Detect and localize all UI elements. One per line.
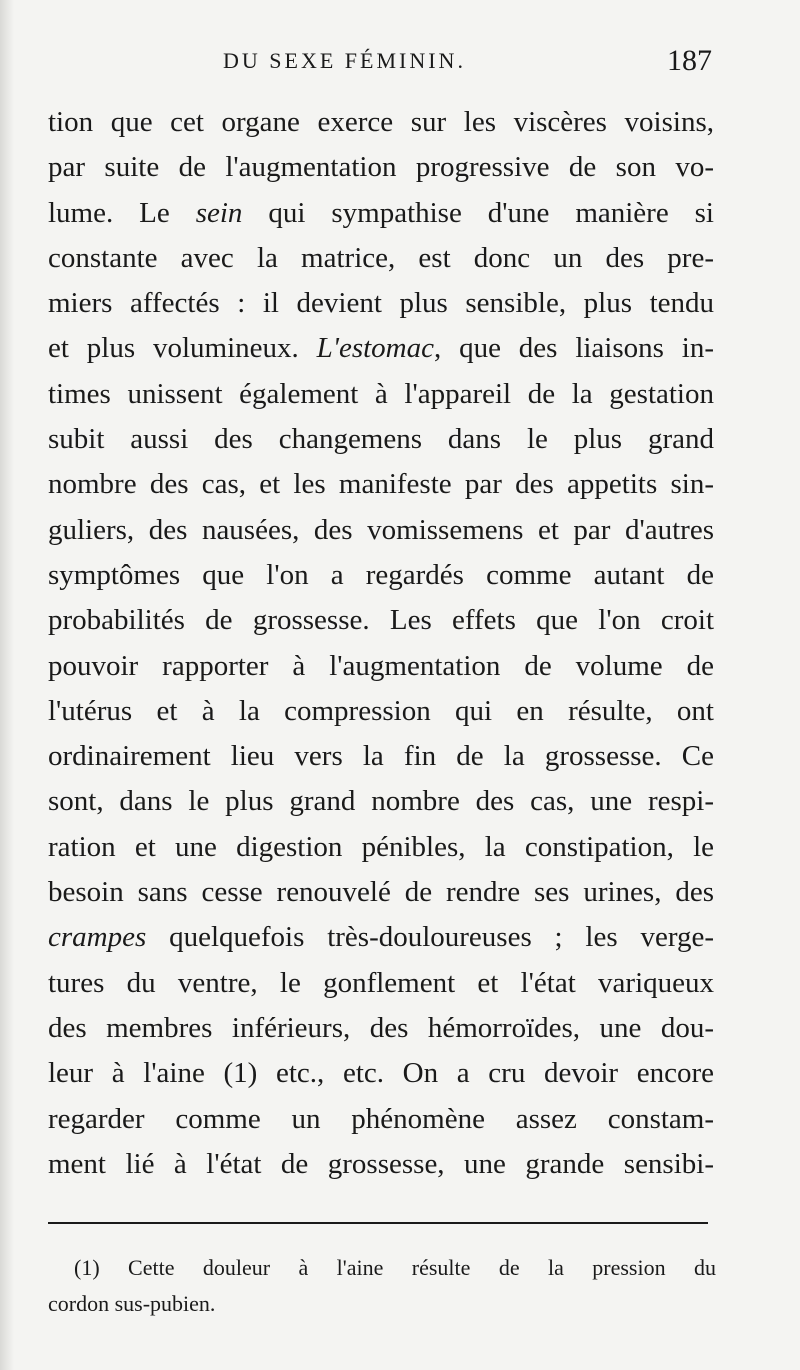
text-line: sont, dans le plus grand nombre des cas, une respi- xyxy=(48,785,714,818)
text-line: leur à l'aine (1) etc., etc. On a cru devoir encore xyxy=(48,1057,714,1090)
text-line: crampes quelquefois très-douloureuses ; les verge- xyxy=(48,921,714,954)
text-line: nombre des cas, et les manifeste par des appetits sin- xyxy=(48,468,714,501)
text-line: tures du ventre, le gonflement et l'état variqueux xyxy=(48,966,714,999)
body-text xyxy=(48,100,714,1187)
text-line: guliers, des nausées, des vomissemens et par d'autres xyxy=(48,513,714,546)
text-line: besoin sans cesse renouvelé de rendre ses urines, des xyxy=(48,876,714,909)
italic-term: sein xyxy=(195,196,243,229)
text-line: l'utérus et à la compression qui en résulte, ont xyxy=(48,694,714,727)
text-line: et plus volumineux. L'estomac, que des liaisons in- xyxy=(48,332,714,365)
page-number: 187 xyxy=(667,44,712,77)
footnote-line: cordon sus-pubien. xyxy=(48,1291,216,1316)
text-line: ment lié à l'état de grossesse, une grande sensibi- xyxy=(48,1147,714,1180)
text-line: constante avec la matrice, est donc un des pre- xyxy=(48,241,714,274)
footnotes xyxy=(48,1250,716,1322)
italic-term: L'estomac xyxy=(316,332,434,365)
running-title: DU SEXE FÉMININ. xyxy=(223,48,466,73)
text-line: miers affectés : il devient plus sensible, plus tendu xyxy=(48,287,714,320)
text-line: times unissent également à l'appareil de la gestation xyxy=(48,377,714,410)
text-line: symptômes que l'on a regardés comme autant de xyxy=(48,558,714,591)
italic-term: crampes xyxy=(48,921,147,954)
running-head xyxy=(48,44,718,84)
text-line: pouvoir rapporter à l'augmentation de volume de xyxy=(48,649,714,682)
text-line: par suite de l'augmentation progressive de son vo- xyxy=(48,151,714,184)
gutter-shadow xyxy=(0,0,14,1370)
text-line: ration et une digestion pénibles, la constipation, le xyxy=(48,830,714,863)
text-line: regarder comme un phénomène assez constam- xyxy=(48,1102,714,1135)
text-line: lume. Le sein qui sympathise d'une manière si xyxy=(48,196,714,229)
footnote-rule xyxy=(48,1222,708,1224)
text-line: tion que cet organe exerce sur les viscères voisins, xyxy=(48,106,714,138)
text-line: probabilités de grossesse. Les effets que l'on croit xyxy=(48,604,714,637)
text-line: subit aussi des changemens dans le plus grand xyxy=(48,423,714,456)
footnote-line: (1) Cette douleur à l'aine résulte de la pression du xyxy=(74,1255,716,1280)
text-line: ordinairement lieu vers la fin de la grossesse. Ce xyxy=(48,740,714,773)
text-line: des membres inférieurs, des hémorroïdes, une dou- xyxy=(48,1011,714,1044)
